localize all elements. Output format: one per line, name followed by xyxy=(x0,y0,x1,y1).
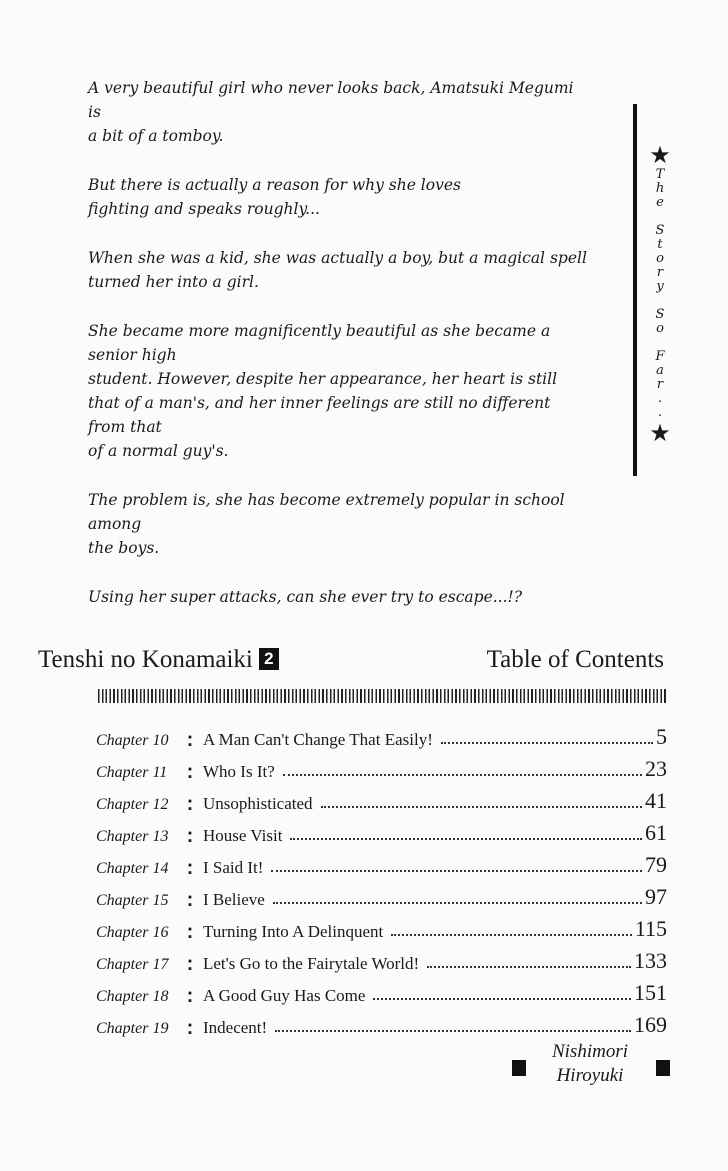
side-title-char: T xyxy=(655,167,665,182)
chapter-label: Chapter 16 xyxy=(96,924,169,941)
toc-row[interactable] xyxy=(96,910,667,942)
square-bullet-icon xyxy=(656,1060,670,1076)
author-first-line: Nishimori xyxy=(551,1041,629,1062)
author-second-line: Hiroyuki xyxy=(556,1065,624,1086)
colon-separator: : xyxy=(186,985,194,1007)
side-title-char: . xyxy=(657,391,663,406)
chapter-title: A Man Can't Change That Easily! xyxy=(203,730,433,749)
story-paragraph: But there is actually a reason for why she loves fighting and speaks roughly... xyxy=(88,176,461,218)
toc-row[interactable] xyxy=(96,846,667,878)
chapter-label: Chapter 19 xyxy=(96,1020,169,1037)
side-title-text xyxy=(646,168,674,420)
dot-leader xyxy=(271,870,642,872)
dot-leader xyxy=(275,1030,631,1032)
colon-separator: : xyxy=(186,793,194,815)
author-credit xyxy=(512,1040,670,1094)
chapter-title: A Good Guy Has Come xyxy=(203,986,366,1005)
colon-separator: : xyxy=(186,889,194,911)
chapter-title: Unsophisticated xyxy=(203,794,313,813)
star-icon: ★ xyxy=(649,419,671,447)
decorative-tick-rule xyxy=(98,689,666,703)
colon-separator: : xyxy=(186,1017,194,1039)
vertical-divider xyxy=(633,104,637,476)
chapter-label: Chapter 12 xyxy=(96,796,169,813)
star-icon: ★ xyxy=(649,141,671,169)
side-title-char: o xyxy=(656,251,664,266)
toc-row[interactable] xyxy=(96,1006,667,1038)
side-title-char: F xyxy=(655,349,665,364)
toc-heading: Table of Contents xyxy=(486,646,664,673)
page-number: 97 xyxy=(645,884,667,909)
toc-row[interactable] xyxy=(96,814,667,846)
chapter-label: Chapter 17 xyxy=(96,956,169,973)
story-paragraph: A very beautiful girl who never looks back, Amatsuki Megumi is a bit of a tomboy. xyxy=(88,79,574,145)
side-title-char: a xyxy=(656,363,664,378)
side-title-char: S xyxy=(655,223,665,238)
toc-list xyxy=(96,718,667,1038)
toc-row[interactable] xyxy=(96,718,667,750)
page-number: 5 xyxy=(656,724,667,749)
dot-leader xyxy=(427,966,631,968)
colon-separator: : xyxy=(186,953,194,975)
toc-row[interactable] xyxy=(96,782,667,814)
dot-leader xyxy=(373,998,631,1000)
chapter-label: Chapter 15 xyxy=(96,892,169,909)
chapter-label: Chapter 14 xyxy=(96,860,169,877)
square-bullet-icon xyxy=(512,1060,526,1076)
page-number: 133 xyxy=(634,948,667,973)
page-number: 61 xyxy=(645,820,667,845)
page-number: 41 xyxy=(645,788,667,813)
side-title-char: t xyxy=(657,237,663,252)
toc-row[interactable] xyxy=(96,750,667,782)
colon-separator: : xyxy=(186,857,194,879)
side-title-char: e xyxy=(656,195,664,210)
page-number: 151 xyxy=(634,980,667,1005)
story-paragraph: The problem is, she has become extremely popular in school among the boys. xyxy=(88,491,565,557)
page-number: 23 xyxy=(645,756,667,781)
chapter-title: Let's Go to the Fairytale World! xyxy=(203,954,420,973)
chapter-title: House Visit xyxy=(203,826,283,845)
side-title-char: o xyxy=(656,321,664,336)
dot-leader xyxy=(290,838,642,840)
page-number: 169 xyxy=(634,1012,667,1037)
dot-leader xyxy=(321,806,642,808)
side-title-char: r xyxy=(656,377,664,392)
side-title-char: r xyxy=(656,265,664,280)
chapter-title: Turning Into A Delinquent xyxy=(203,922,384,941)
side-title xyxy=(646,142,674,446)
dot-leader xyxy=(283,774,642,776)
dot-leader xyxy=(441,742,653,744)
chapter-title: I Said It! xyxy=(203,858,264,877)
toc-row[interactable] xyxy=(96,974,667,1006)
chapter-label: Chapter 10 xyxy=(96,732,169,749)
story-paragraph: When she was a kid, she was actually a boy, but a magical spell turned her into a girl. xyxy=(88,249,587,291)
side-title-char xyxy=(646,336,674,350)
page-number: 115 xyxy=(634,916,667,941)
page-number: 79 xyxy=(645,852,667,877)
chapter-label: Chapter 18 xyxy=(96,988,169,1005)
volume-badge: 2 xyxy=(259,648,279,670)
chapter-title: Indecent! xyxy=(203,1018,268,1037)
toc-row[interactable] xyxy=(96,878,667,910)
dot-leader xyxy=(273,902,642,904)
side-title-char: S xyxy=(655,307,665,322)
colon-separator: : xyxy=(186,761,194,783)
series-title xyxy=(38,646,279,674)
dot-leader xyxy=(391,934,632,936)
colon-separator: : xyxy=(186,729,194,751)
side-title-char: . xyxy=(657,405,663,420)
story-paragraph: Using her super attacks, can she ever try to escape...!? xyxy=(88,588,523,606)
colon-separator: : xyxy=(186,825,194,847)
story-paragraph: She became more magnificently beautiful as she became a senior high student. However, despite her appearance, her heart is still that of a man's, and her inner feelings are still no different from that of a normal guy's. xyxy=(88,322,558,460)
chapter-title: I Believe xyxy=(203,890,265,909)
series-name: Tenshi no Konamaiki xyxy=(38,646,253,673)
chapter-title: Who Is It? xyxy=(203,762,275,781)
side-title-char xyxy=(646,294,674,308)
side-title-char xyxy=(646,210,674,224)
side-title-char: y xyxy=(656,279,664,294)
story-so-far-text xyxy=(88,76,588,634)
chapter-label: Chapter 11 xyxy=(96,764,168,781)
side-title-char: h xyxy=(655,181,665,196)
colon-separator: : xyxy=(186,921,194,943)
chapter-label: Chapter 13 xyxy=(96,828,169,845)
toc-row[interactable] xyxy=(96,942,667,974)
